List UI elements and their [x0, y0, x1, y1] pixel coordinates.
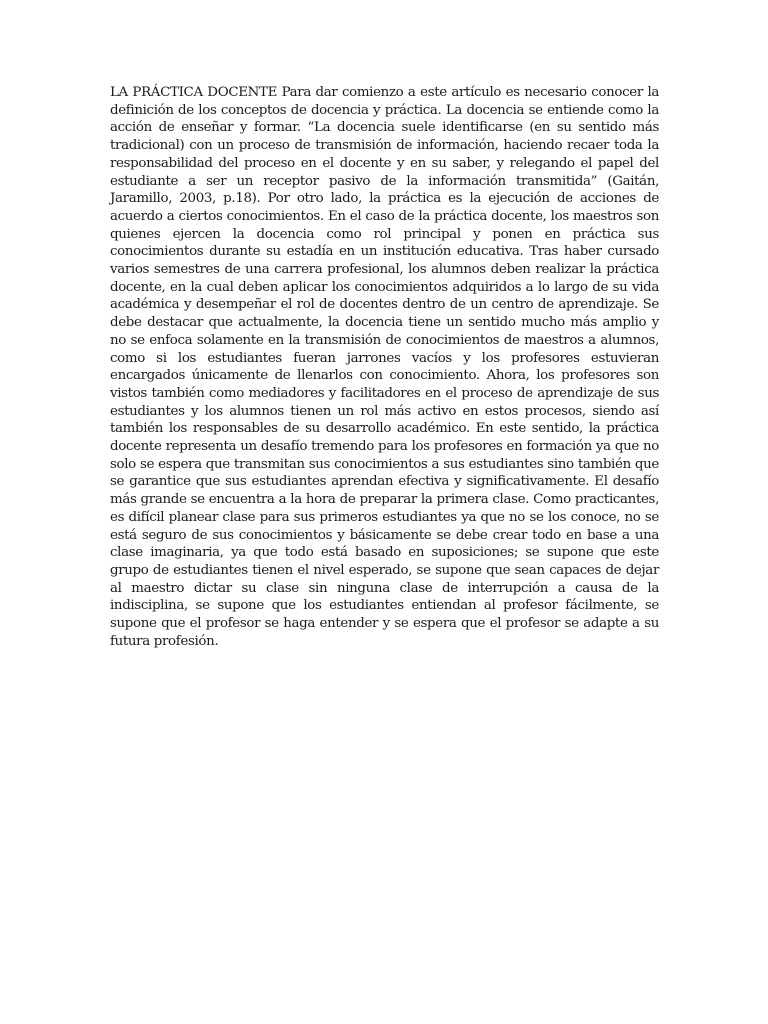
article-paragraph	[110, 84, 659, 651]
article-heading: LA PRÁCTICA DOCENTE	[110, 85, 278, 100]
article-body: Para dar comienzo a este artículo es necesario conocer la definición de los conceptos de docencia y práctica. La docencia se entiende como la acción de enseñar y formar. “La docencia suele identificarse (en su sentido más tradicional) con un proceso de transmisión de información, haciendo recaer toda la responsabilidad del proceso en el docente y en su saber, y relegando el papel del estudiante a ser un receptor pasivo de la información transmitida” (Gaitán, Jaramillo, 2003, p.18). Por otro lado, la práctica es la ejecución de acciones de acuerdo a ciertos conocimientos. En el caso de la práctica docente, los maestros son quienes ejercen la docencia como rol principal y ponen en práctica sus conocimientos durante su estadía en un institución educativa. Tras haber cursado varios semestres de una carrera profesional, los alumnos deben realizar la práctica docente, en la cual deben aplicar los conocimientos adquiridos a lo largo de su vida académica y desempeñar el rol de docentes dentro de un centro de aprendizaje. Se debe destacar que actualmente, la docencia tiene un sentido mucho más amplio y no se enfoca solamente en la transmisión de conocimientos de maestros a alumnos, como si los estudiantes fueran jarrones vacíos y los profesores estuvieran encargados únicamente de llenarlos con conocimiento. Ahora, los profesores son vistos también como mediadores y facilitadores en el proceso de aprendizaje de sus estudiantes y los alumnos tienen un rol más activo en estos procesos, siendo así también los responsables de su desarrollo académico. En este sentido, la práctica docente representa un desafío tremendo para los profesores en formación ya que no solo se espera que transmitan sus conocimientos a sus estudiantes sino también que se garantice que sus estudiantes aprendan efectiva y significativamente. El desafío más grande se encuentra a la hora de preparar la primera clase. Como practicantes, es difícil planear clase para sus primeros estudiantes ya que no se los conoce, no se está seguro de sus conocimientos y básicamente se debe crear todo en base a una clase imaginaria, ya que todo está basado en suposiciones; se supone que este grupo de estudiantes tienen el nivel esperado, se supone que sean capaces de dejar al maestro dictar su clase sin ninguna clase de interrupción a causa de la indisciplina, se supone que los estudiantes entiendan al profesor fácilmente, se supone que el profesor se haga entender y se espera que el profesor se adapte a su futura profesión.	[110, 85, 660, 649]
article-text	[110, 84, 659, 651]
